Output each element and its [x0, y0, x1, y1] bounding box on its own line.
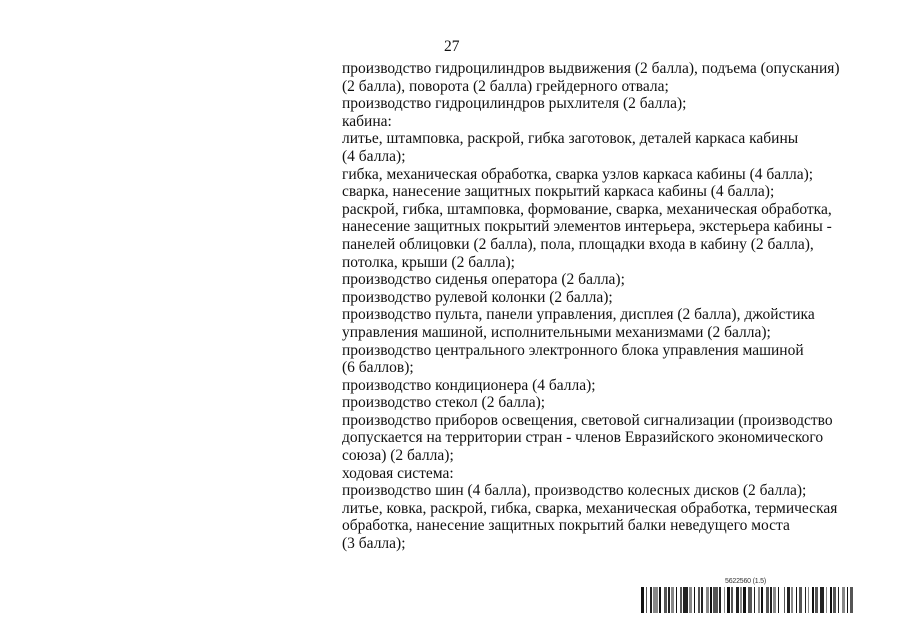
text-line: производство пульта, панели управления, дисплея (2 балла), джойстика: [342, 306, 815, 324]
text-line: производство сиденья оператора (2 балла);: [342, 271, 625, 289]
text-line: кабина:: [342, 112, 392, 130]
text-line: производство рулевой колонки (2 балла);: [342, 288, 613, 306]
barcode-label: 5622560 (1.5): [725, 578, 766, 585]
text-line: производство шин (4 балла), производство колесных дисков (2 балла);: [342, 482, 807, 500]
document-body: [342, 60, 842, 553]
text-line: производство стекол (2 балла);: [342, 394, 546, 412]
text-line: (3 балла);: [342, 535, 406, 553]
text-line: производство гидроцилиндров выдвижения (2 балла), подъема (опускания): [342, 60, 840, 77]
text-line: панелей облицовки (2 балла), пола, площадки входа в кабину (2 балла),: [342, 235, 814, 253]
text-line: раскрой, гибка, штамповка, формование, сварка, механическая обработка,: [342, 200, 832, 218]
page-number: 27: [444, 38, 460, 55]
text-line: (6 баллов);: [342, 359, 414, 377]
barcode-image: [641, 587, 855, 613]
text-line: литье, ковка, раскрой, гибка, сварка, механическая обработка, термическая: [342, 499, 838, 517]
text-line: нанесение защитных покрытий элементов интерьера, экстерьера кабины -: [342, 218, 832, 236]
text-line: (2 балла), поворота (2 балла) грейдерного отвала;: [342, 77, 669, 95]
text-line: производство центрального электронного блока управления машиной: [342, 341, 804, 359]
text-line: потолка, крыши (2 балла);: [342, 253, 515, 271]
text-line: обработка, нанесение защитных покрытий балки неведущего моста: [342, 517, 790, 535]
text-line: производство гидроцилиндров рыхлителя (2 балла);: [342, 95, 687, 113]
text-line: сварка, нанесение защитных покрытий каркаса кабины (4 балла);: [342, 183, 775, 201]
text-line: допускается на территории стран - членов Евразийского экономического: [342, 429, 824, 447]
text-line: союза) (2 балла);: [342, 447, 454, 465]
text-line: производство кондиционера (4 балла);: [342, 376, 596, 394]
text-line: ходовая система:: [342, 464, 454, 482]
text-line: производство приборов освещения, световой сигнализации (производство: [342, 411, 833, 429]
text-line: управления машиной, исполнительными механизмами (2 балла);: [342, 323, 771, 341]
text-line: литье, штамповка, раскрой, гибка заготовок, деталей каркаса кабины: [342, 130, 799, 148]
text-line: гибка, механическая обработка, сварка узлов каркаса кабины (4 балла);: [342, 165, 814, 183]
text-line: (4 балла);: [342, 147, 406, 165]
